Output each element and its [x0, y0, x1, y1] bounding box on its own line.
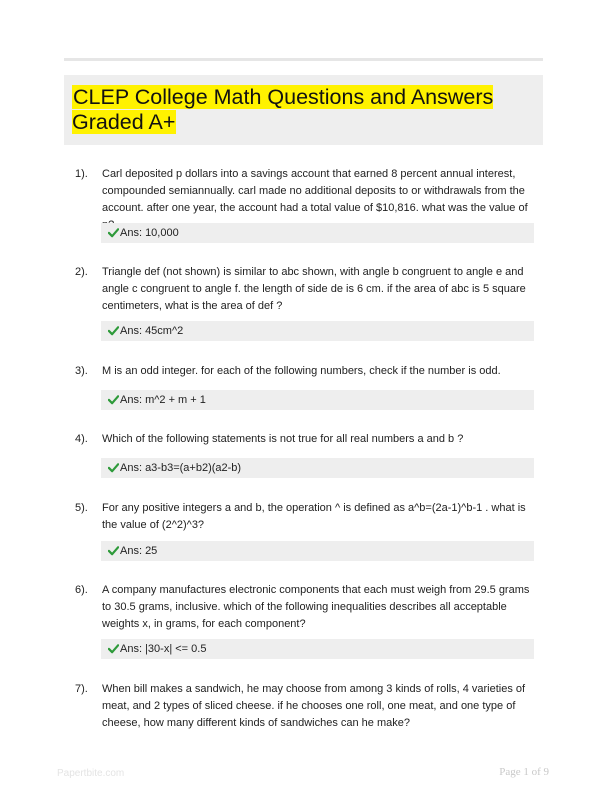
question-number: 3).: [75, 365, 88, 377]
check-icon: [108, 227, 119, 238]
answer-text: Ans: m^2 + m + 1: [120, 394, 206, 406]
check-icon: [108, 545, 119, 556]
question-text: For any positive integers a and b, the operation ^ is defined as a^b=(2a-1)^b-1 . what is the value of (2^2)^3?: [102, 502, 526, 531]
title-banner: [64, 75, 543, 145]
question-number: 4).: [75, 433, 88, 445]
question-text: Carl deposited p dollars into a savings account that earned 8 percent annual interest, compounded semiannually. carl made no additional deposits to or withdrawals from the account. after one year, the account had a total value of $10,816. what was the value of: [102, 168, 528, 214]
question-number: 2).: [75, 266, 88, 278]
page-number: Page 1 of 9: [499, 766, 549, 778]
check-icon: [108, 394, 119, 405]
check-icon: [108, 325, 119, 336]
question-number: 7).: [75, 683, 88, 695]
answer-box: [101, 390, 534, 410]
answer-box: [101, 458, 534, 478]
answer-text: Ans: 25: [120, 545, 158, 557]
question-number: 5).: [75, 502, 88, 514]
question-number: 6).: [75, 584, 88, 596]
question-text: M is an odd integer. for each of the following numbers, check if the number is odd.: [102, 365, 501, 377]
answer-text: Ans: |30-x| <= 0.5: [120, 643, 207, 655]
check-icon: [108, 462, 119, 473]
top-divider: [64, 58, 543, 61]
answer-text: Ans: 45cm^2: [120, 325, 184, 337]
answer-box: [101, 541, 534, 561]
question-number: 1).: [75, 168, 88, 180]
question-text: Which of the following statements is not true for all real numbers a and b ?: [102, 433, 464, 445]
question-text: A company manufactures electronic components that each must weigh from 29.5 grams to 30.5 grams, inclusive. which of the following inequalities describes all acceptable weights x, in grams, for each component?: [102, 584, 530, 630]
answer-text: Ans: a3-b3=(a+b2)(a2-b): [120, 462, 242, 474]
answer-text: Ans: 10,000: [120, 227, 179, 239]
answer-box: [101, 223, 534, 243]
question-text: When bill makes a sandwich, he may choose from among 3 kinds of rolls, 4 varieties of meat, and 2 types of sliced cheese. if he chooses one roll, one meat, and one type of cheese, how many different kinds of sandwiches can he make?: [102, 683, 526, 729]
document-title: CLEP College Math Questions and Answers Graded A+: [72, 85, 494, 134]
answer-box: [101, 321, 534, 341]
check-icon: [108, 643, 119, 654]
footer-watermark: Papertbite.com: [57, 768, 125, 779]
question-text: Triangle def (not shown) is similar to abc shown, with angle b congruent to angle e and angle c congruent to angle f. the length of side de is 6 cm. if the area of abc is 5 square centimeters, what is the area of def ?: [102, 266, 526, 312]
answer-box: [101, 639, 534, 659]
